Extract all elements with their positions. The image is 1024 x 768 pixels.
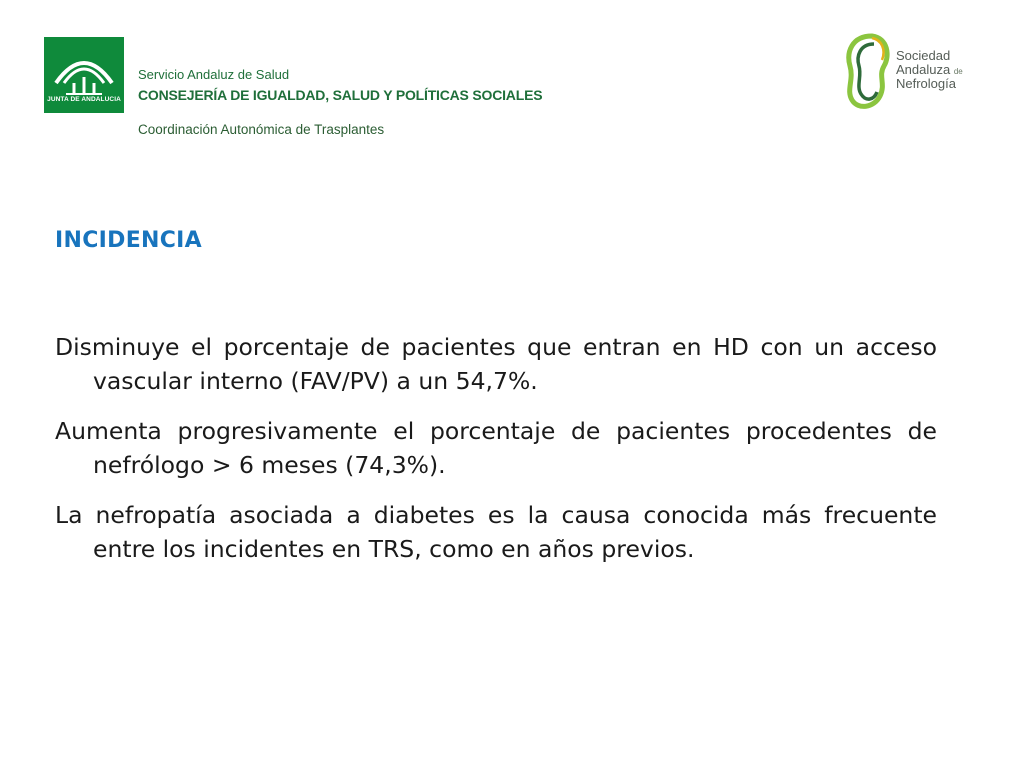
servicio-andaluz-label: Servicio Andaluz de Salud [138, 67, 290, 82]
paragraph-nephrologist: Aumenta progresivamente el porcentaje de pacientes procedentes de nefrólogo > 6 meses (74,3%). [55, 417, 937, 479]
section-heading: INCIDENCIA [55, 228, 202, 253]
sociedad-andaluza-nefrologia-logo [842, 30, 982, 112]
junta-logo-text: JUNTA DE ANDALUCIA [47, 96, 121, 103]
paragraph-hd-access: Disminuye el porcentaje de pacientes que entran en HD con un acceso vascular interno (FAV/PV) a un 54,7%. [55, 333, 937, 395]
society-name-line2-small: de [953, 67, 963, 76]
society-name-line1: Sociedad [896, 48, 951, 63]
bullet-list [55, 330, 937, 582]
society-name-line3: Nefrología [896, 76, 956, 91]
junta-de-andalucia-logo [44, 37, 124, 113]
coordinacion-label: Coordinación Autonómica de Trasplantes [138, 122, 385, 137]
paragraph-diabetes: La nefropatía asociada a diabetes es la causa conocida más frecuente entre los incidentes en TRS, como en años previos. [55, 501, 937, 563]
society-name-line2-main: Andaluza [896, 62, 951, 77]
consejeria-label: CONSEJERÍA DE IGUALDAD, SALUD Y POLÍTICAS SOCIALES [138, 87, 543, 103]
kidney-swirl-icon [842, 30, 898, 112]
